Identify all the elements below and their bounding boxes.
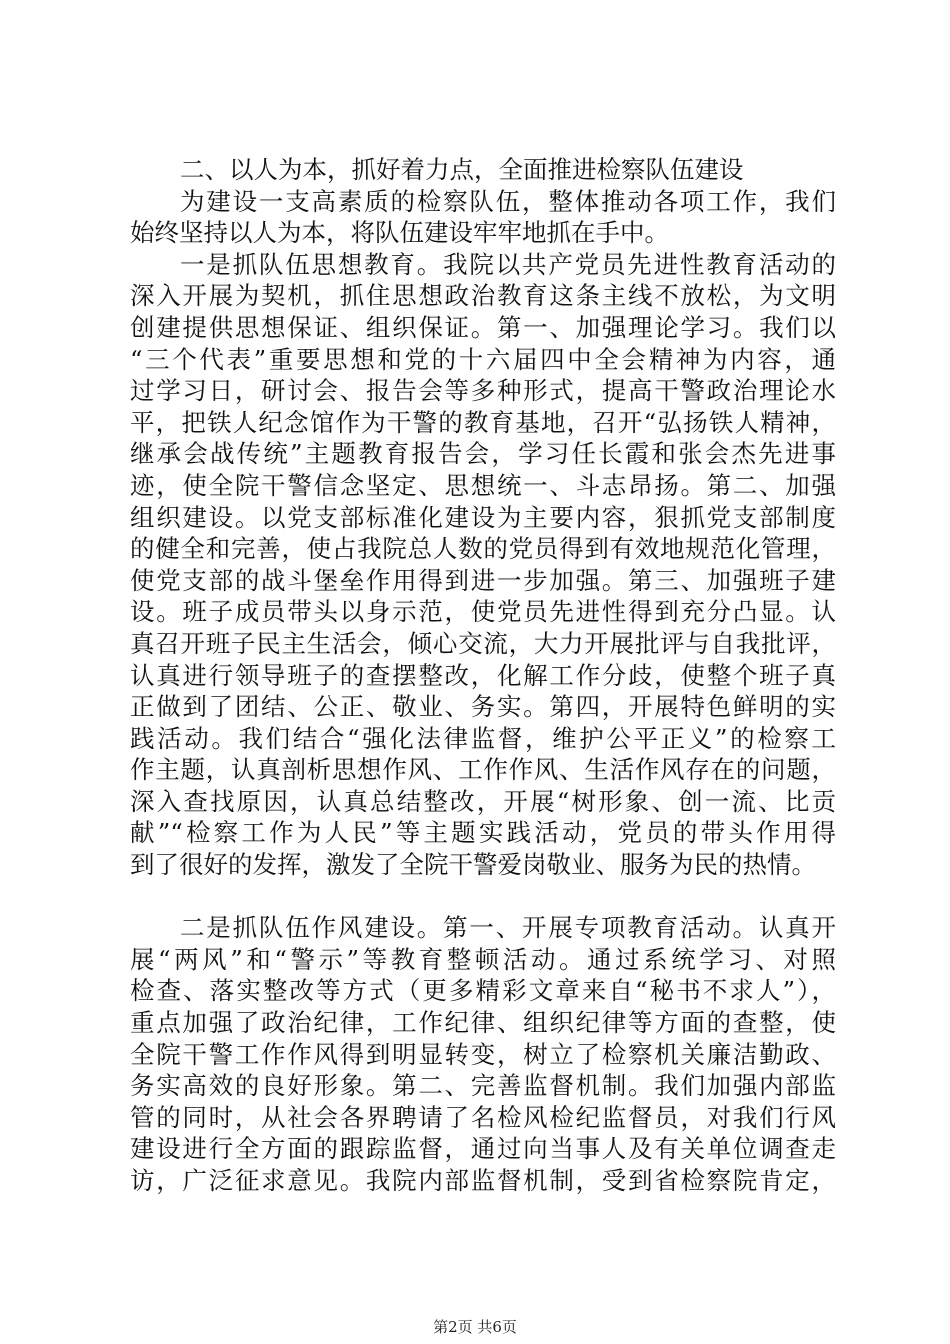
- paragraph-line: 平，把铁人纪念馆作为干警的教育基地，召开“弘扬铁人精神，: [130, 407, 836, 437]
- paragraph-line: 迹，使全院干警信念坚定、思想统一、斗志昂扬。第二、加强: [130, 470, 836, 500]
- paragraph-line: 正做到了团结、公正、敬业、务实。第四，开展特色鲜明的实: [130, 692, 836, 722]
- paragraph-line: 全院干警工作作风得到明显转变，树立了检察机关廉洁勤政、: [130, 1039, 836, 1069]
- paragraph-line: 使党支部的战斗堡垒作用得到进一步加强。第三、加强班子建: [130, 565, 836, 595]
- paragraph-line: 为建设一支高素质的检察队伍，整体推动各项工作，我们: [180, 186, 836, 216]
- paragraph-line: 访，广泛征求意见。我院内部监督机制，受到省检察院肯定，: [130, 1166, 836, 1195]
- paragraph-1: [130, 186, 836, 249]
- paragraph-line: 践活动。我们结合“强化法律监督，维护公平正义”的检察工: [130, 723, 836, 753]
- paragraph-line: 二是抓队伍作风建设。第一、开展专项教育活动。认真开: [180, 913, 836, 943]
- paragraph-line: 管的同时，从社会各界聘请了名检风检纪监督员，对我们行风: [130, 1102, 836, 1132]
- paragraph-line: 献”“检察工作为人民”等主题实践活动，党员的带头作用得: [130, 818, 836, 848]
- paragraph-line: 一是抓队伍思想教育。我院以共产党员先进性教育活动的: [180, 249, 836, 279]
- paragraph-line: 始终坚持以人为本，将队伍建设牢牢地抓在手中。: [130, 218, 669, 248]
- paragraph-line: “三个代表”重要思想和党的十六届四中全会精神为内容，通: [130, 344, 836, 374]
- paragraph-line: 重点加强了政治纪律，工作纪律、组织纪律等方面的查整，使: [130, 1008, 836, 1038]
- paragraph-line: 到了很好的发挥，激发了全院干警爱岗敬业、服务为民的热情。: [130, 850, 816, 880]
- paragraph-line: 深入查找原因，认真总结整改，开展“树形象、创一流、比贡: [130, 786, 836, 816]
- paragraph-2: [130, 249, 836, 881]
- paragraph-line: 过学习日，研讨会、报告会等多种形式，提高干警政治理论水: [130, 376, 836, 406]
- paragraph-spacer: [130, 881, 836, 913]
- paragraph-3: [130, 912, 836, 1196]
- paragraph-line: 创建提供思想保证、组织保证。第一、加强理论学习。我们以: [130, 312, 836, 342]
- paragraph-line: 务实高效的良好形象。第二、完善监督机制。我们加强内部监: [130, 1071, 836, 1101]
- paragraph-line: 的健全和完善，使占我院总人数的党员得到有效地规范化管理，: [130, 534, 836, 564]
- paragraph-line: 检查、落实整改等方式（更多精彩文章来自“秘书不求人”），: [130, 976, 836, 1006]
- paragraph-line: 建设进行全方面的跟踪监督，通过向当事人及有关单位调查走: [130, 1134, 836, 1164]
- page-number-footer: 第2页 共6页: [433, 1318, 517, 1336]
- paragraph-line: 展“两风”和“警示”等教育整顿活动。通过系统学习、对照: [130, 944, 836, 974]
- paragraph-line: 组织建设。以党支部标准化建设为主要内容，狠抓党支部制度: [130, 502, 836, 532]
- paragraph-line: 真召开班子民主生活会，倾心交流，大力开展批评与自我批评，: [130, 628, 836, 658]
- section-heading: 二、以人为本，抓好着力点，全面推进检察队伍建设: [180, 155, 744, 184]
- paragraph-line: 认真进行领导班子的查摆整改，化解工作分歧，使整个班子真: [130, 660, 836, 690]
- paragraph-line: 设。班子成员带头以身示范，使党员先进性得到充分凸显。认: [130, 597, 836, 627]
- paragraph-line: 作主题，认真剖析思想作风、工作作风、生活作风存在的问题，: [130, 755, 836, 785]
- paragraph-line: 继承会战传统”主题教育报告会，学习任长霞和张会杰先进事: [130, 439, 836, 469]
- paragraph-line: 深入开展为契机，抓住思想政治教育这条主线不放松，为文明: [130, 281, 836, 311]
- document-body: [130, 154, 836, 1197]
